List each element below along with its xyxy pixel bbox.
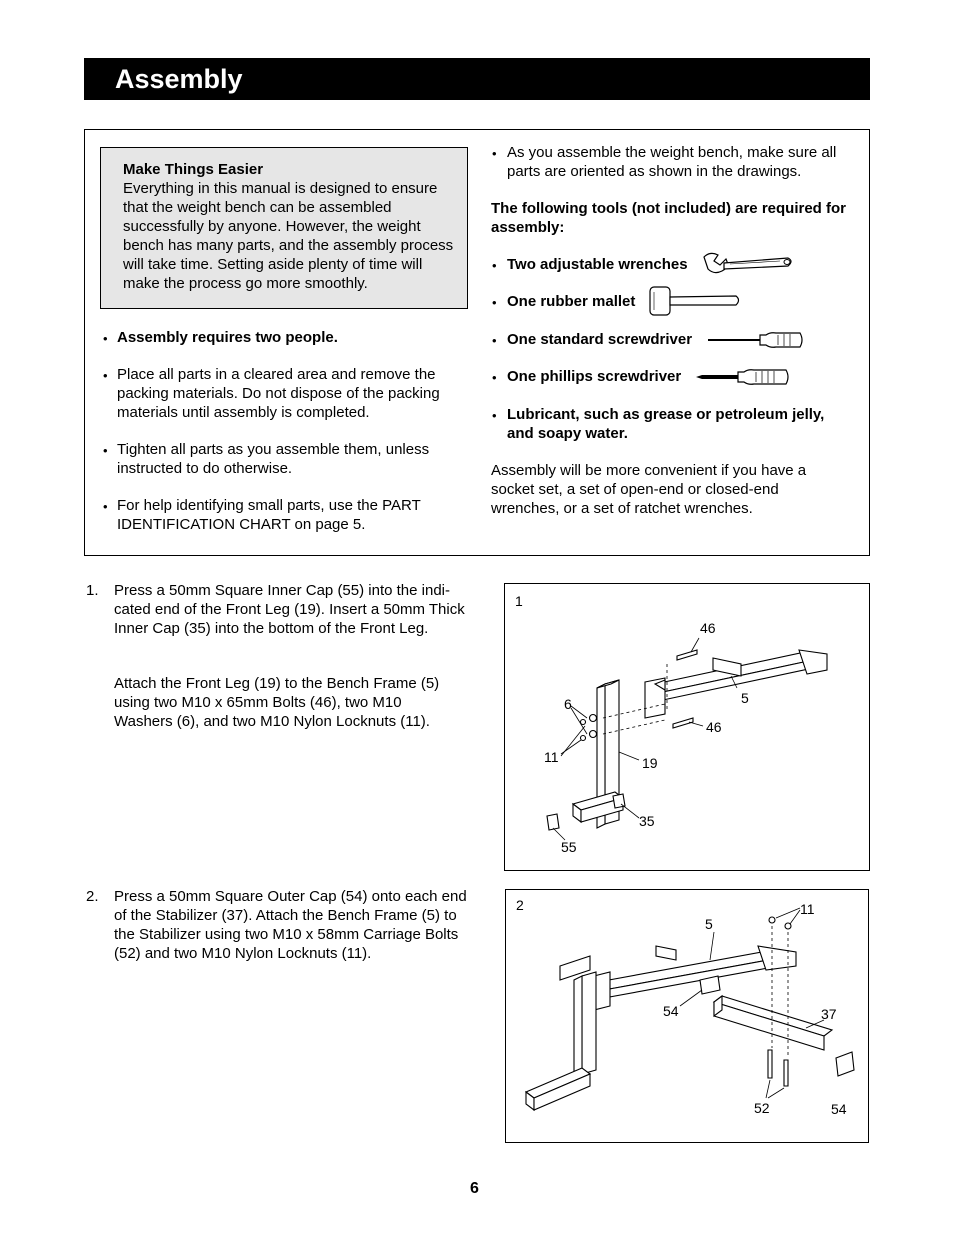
left-bullet-two-people: Assembly requires two people. bbox=[117, 329, 338, 346]
bullet-dot: • bbox=[103, 443, 108, 458]
page-number: 6 bbox=[470, 1180, 479, 1197]
orient-bullet: As you assemble the weight bench, make sure all parts are oriented as shown in the drawings. bbox=[507, 144, 837, 180]
standard-screwdriver-icon bbox=[706, 329, 806, 351]
figure-2-label: 2 bbox=[516, 897, 524, 913]
tip-title: Make Things Easier bbox=[123, 161, 264, 178]
bullet-dot: • bbox=[103, 499, 108, 514]
tool-adjustable-wrenches: Two adjustable wrenches bbox=[507, 256, 688, 273]
step-1-text: Press a 50mm Square Inner Cap (55) into the indi-cated end of the Front Leg (19). Insert a 50mm Thick Inner Cap (35) into the bottom of the Front Leg. bbox=[114, 582, 465, 637]
left-bullet-clear-area: Place all parts in a cleared area and remove the packing materials. Do not dispose of the packing materials until assembly is completed. bbox=[117, 366, 440, 421]
bullet-dot: • bbox=[492, 370, 497, 385]
figure-2 bbox=[505, 889, 869, 1143]
step-1-text-2: Attach the Front Leg (19) to the Bench Frame (5) using two M10 x 65mm Bolts (46), two M10 Washers (6), and two M10 Nylon Locknuts (11). bbox=[114, 675, 440, 730]
figure-1 bbox=[504, 583, 870, 871]
figure-2-drawing bbox=[506, 890, 868, 1142]
step-2-number: 2. bbox=[86, 888, 99, 905]
bullet-dot: • bbox=[492, 146, 497, 161]
callout-5: 5 bbox=[741, 690, 749, 706]
left-bullet-tighten: Tighten all parts as you assemble them, unless instructed to do otherwise. bbox=[117, 441, 430, 477]
callout-55: 55 bbox=[561, 839, 577, 855]
bullet-dot: • bbox=[492, 408, 497, 423]
callout-19: 19 bbox=[642, 755, 658, 771]
closing-note: Assembly will be more convenient if you have a socket set, a set of open-end or closed-end wrenches, or a set of ratchet wrenches. bbox=[491, 462, 807, 517]
callout-37: 37 bbox=[821, 1006, 837, 1022]
callout-11: 11 bbox=[544, 749, 559, 765]
callout-54-right: 54 bbox=[831, 1101, 847, 1117]
step-1-number: 1. bbox=[86, 582, 99, 599]
tip-body: Everything in this manual is designed to ensure that the weight bench can be assembled successfully by anyone. However, the weight bench has many parts, and the assembly process will take time. Setting aside plenty of time will make the process go more smoothly. bbox=[123, 180, 454, 292]
rubber-mallet-icon bbox=[648, 284, 744, 318]
callout-54-left: 54 bbox=[663, 1003, 679, 1019]
callout-6: 6 bbox=[564, 696, 572, 712]
tool-rubber-mallet: One rubber mallet bbox=[507, 293, 636, 310]
callout-11: 11 bbox=[800, 901, 815, 917]
tool-lubricant: Lubricant, such as grease or petroleum jelly, and soapy water. bbox=[507, 406, 825, 442]
bullet-dot: • bbox=[492, 333, 497, 348]
figure-1-drawing bbox=[505, 584, 869, 870]
adjustable-wrench-icon bbox=[700, 249, 796, 279]
callout-5: 5 bbox=[705, 916, 713, 932]
bullet-dot: • bbox=[492, 258, 497, 273]
tool-phillips-screwdriver: One phillips screwdriver bbox=[507, 368, 682, 385]
callout-46-bottom: 46 bbox=[706, 719, 722, 735]
figure-1-label: 1 bbox=[515, 593, 523, 609]
tools-heading: The following tools (not included) are required for assembly: bbox=[491, 200, 846, 236]
step-2-text: Press a 50mm Square Outer Cap (54) onto each end of the Stabilizer (37). Attach the Bench Frame (5) to the Stabilizer using two M10 x 58mm Carriage Bolts (52) and two M10 Nylon Locknuts (11). bbox=[114, 888, 467, 962]
callout-35: 35 bbox=[639, 813, 655, 829]
page-title: Assembly bbox=[115, 64, 243, 94]
bullet-dot: • bbox=[492, 295, 497, 310]
tool-standard-screwdriver: One standard screwdriver bbox=[507, 331, 693, 348]
callout-52: 52 bbox=[754, 1100, 770, 1116]
bullet-dot: • bbox=[103, 331, 108, 346]
phillips-screwdriver-icon bbox=[694, 366, 794, 388]
callout-46-top: 46 bbox=[700, 620, 716, 636]
bullet-dot: • bbox=[103, 368, 108, 383]
section-header-bar bbox=[84, 58, 870, 100]
left-bullet-part-chart: For help identifying small parts, use the PART IDENTIFICATION CHART on page 5. bbox=[117, 497, 421, 533]
